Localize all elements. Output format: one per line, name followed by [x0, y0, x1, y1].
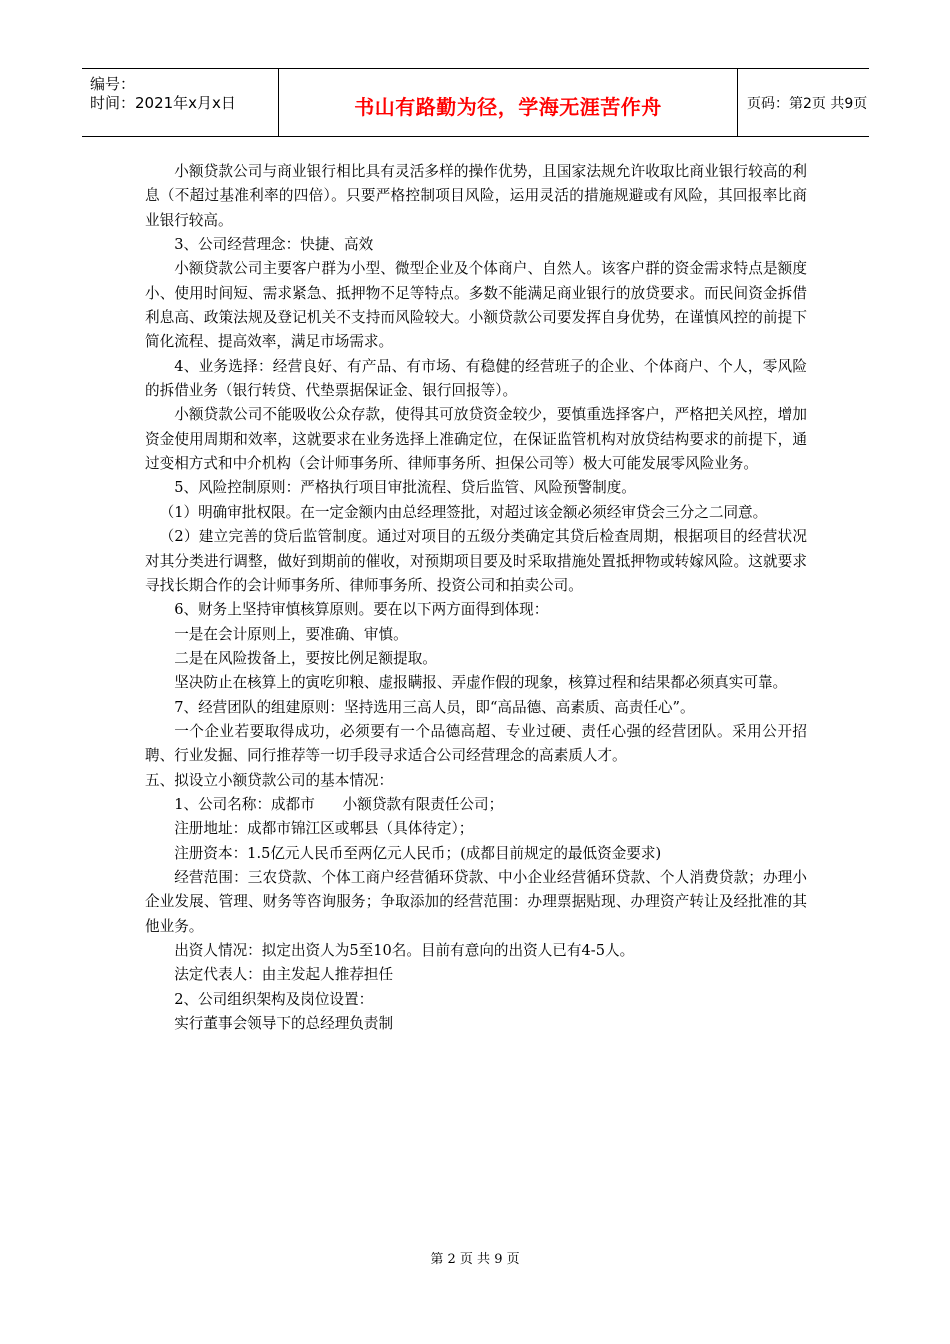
section-heading: 5、风险控制原则：严格执行项目审批流程、贷后监管、风险预警制度。 — [174, 479, 636, 497]
section-heading: 3、公司经营理念：快捷、高效 — [174, 236, 374, 254]
header-page-cell — [737, 69, 869, 136]
paragraph: 注册资本：1.5亿元人民币至两亿元人民币；(成都目前规定的最低资金要求) — [174, 844, 662, 862]
paragraph: （2）建立完善的贷后监管制度。通过对项目的五级分类确定其贷后检查周期，根据项目的经营状况对其分类进行调整，做好到期前的催收，对预期项目要及时采取措施处置抵押物或转嫁风险。这就要求寻找长期合作的会计师事务所、律师事务所、投资公司和拍卖公司。 — [145, 528, 807, 594]
paragraph: 经营范围：三农贷款、个体工商户经营循环贷款、中小企业经营循环贷款、个人消费贷款；办理小企业发展、管理、财务等咨询服务；争取添加的经营范围：办理票据贴现、办理资产转让及经批准的其他业务。 — [145, 868, 807, 935]
paragraph: 小额贷款公司与商业银行相比具有灵活多样的操作优势，且国家法规允许收取比商业银行较高的利息（不超过基准利率的四倍）。只要严格控制项目风险，运用灵活的措施规避或有风险，其回报率比商业银行较高。 — [145, 163, 807, 229]
document-body — [145, 160, 807, 1036]
paragraph: 1、公司名称：成都市 小额贷款有限责任公司； — [174, 795, 504, 813]
paragraph: 二是在风险拨备上，要按比例足额提取。 — [174, 649, 437, 667]
header-page-code: 页码：第2页 共9页 — [747, 96, 868, 112]
section-heading: 2、公司组织架构及岗位设置： — [174, 990, 374, 1008]
paragraph: 一个企业若要取得成功，必须要有一个品德高超、专业过硬、责任心强的经营团队。采用公开招聘、行业发掘、同行推荐等一切手段寻求适合公司经营理念的高素质人才。 — [145, 722, 807, 765]
document-time-label: 时间：2021年x月x日 — [90, 94, 236, 112]
paragraph: 一是在会计原则上，要准确、审慎。 — [174, 625, 408, 643]
chapter-heading: 五、拟设立小额贷款公司的基本情况： — [145, 771, 394, 789]
header-motto-cell — [278, 69, 738, 136]
document-number-label: 编号： — [90, 75, 136, 93]
header-motto: 书山有路勤为径，学海无涯苦作舟 — [354, 95, 662, 119]
paragraph: 小额贷款公司主要客户群为小型、微型企业及个体商户、自然人。该客户群的资金需求特点是额度小、使用时间短、需求紧急、抵押物不足等特点。多数不能满足商业银行的放贷要求。而民间资金拆借利息高、政策法规及登记机关不支持而风险较大。小额贷款公司要发挥自身优势，在谨慎风控的前提下简化流程、提高效率，满足市场需求。 — [145, 260, 807, 351]
paragraph: 坚决防止在核算上的寅吃卯粮、虚报瞒报、弄虚作假的现象，核算过程和结果都必须真实可靠。 — [174, 674, 788, 692]
section-heading: 4、业务选择：经营良好、有产品、有市场、有稳健的经营班子的企业、个体商户、个人，零风险的拆借业务（银行转贷、代垫票据保证金、银行回报等）。 — [145, 357, 807, 400]
section-heading: 7、经营团队的组建原则：坚持选用三高人员，即“高品德、高素质、高责任心”。 — [174, 698, 695, 716]
paragraph: 注册地址：成都市锦江区或郫县（具体待定）； — [174, 820, 474, 838]
header-meta-cell — [82, 69, 278, 136]
paragraph: 法定代表人：由主发起人推荐担任 — [174, 966, 394, 984]
paragraph: 出资人情况：拟定出资人为5至10名。目前有意向的出资人已有4-5人。 — [174, 942, 635, 959]
page-header — [82, 68, 869, 137]
paragraph: 小额贷款公司不能吸收公众存款，使得其可放贷资金较少，要慎重选择客户，严格把关风控，增加资金使用周期和效率，这就要求在业务选择上准确定位，在保证监管机构对放贷结构要求的前提下，通过变相方式和中介机构（会计师事务所、律师事务所、担保公司等）极大可能发展零风险业务。 — [145, 406, 807, 473]
paragraph: 实行董事会领导下的总经理负责制 — [174, 1015, 394, 1033]
page-footer: 第 2 页 共 9 页 — [430, 1252, 520, 1267]
paragraph: （1）明确审批权限。在一定金额内由总经理签批，对超过该金额必须经审贷会三分之二同意。 — [159, 503, 768, 521]
section-heading: 6、财务上坚持审慎核算原则。要在以下两方面得到体现： — [174, 601, 549, 619]
